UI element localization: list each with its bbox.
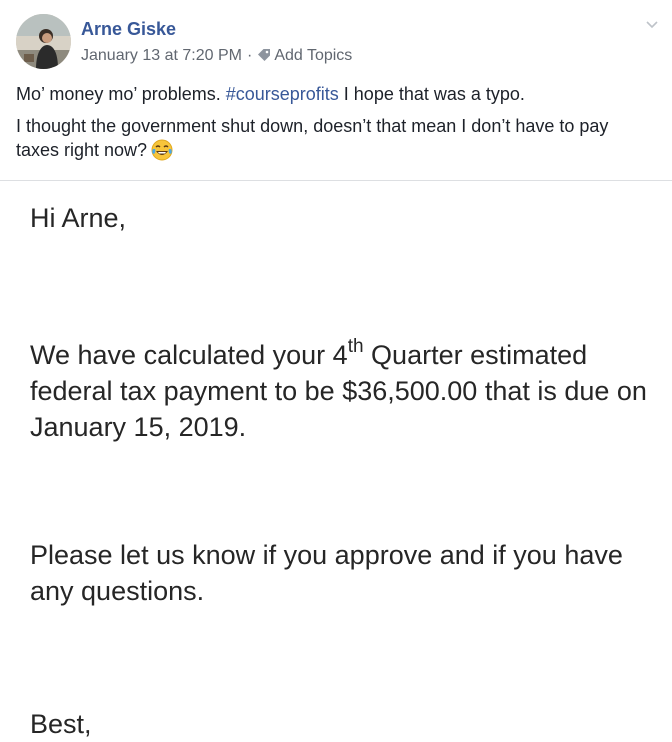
post-body	[16, 82, 656, 170]
post-line-1-start: Mo’ money mo’ problems.	[16, 84, 226, 104]
post-meta	[81, 46, 352, 66]
tag-icon	[257, 48, 271, 62]
post-header	[0, 0, 672, 80]
email-signoff: Best,	[30, 709, 92, 739]
post-line-2-text: I thought the government shut down, doesn’t that mean I don’t have to pay taxes right now?	[16, 116, 609, 160]
divider	[0, 180, 672, 181]
email-calc-part-1: We have calculated your 4	[30, 340, 348, 370]
chevron-down-icon[interactable]	[644, 16, 660, 32]
post-timestamp[interactable]: January 13 at 7:20 PM	[81, 47, 242, 64]
email-calc-part-2: Quarter estimated federal tax payment to be $36,500.00 that is due on January 15, 2019.	[30, 340, 647, 442]
email-greeting: Hi Arne,	[30, 203, 127, 233]
profile-photo-icon	[16, 14, 71, 69]
add-topics-button[interactable]	[257, 47, 352, 64]
author-name[interactable]: Arne Giske	[81, 19, 177, 39]
hashtag-link[interactable]: #courseprofits	[225, 84, 339, 104]
post-line-2	[16, 114, 656, 162]
email-approve: Please let us know if you approve and if you have any questions.	[30, 540, 623, 606]
tears-of-joy-emoji-icon	[151, 139, 173, 161]
email-calculation	[30, 337, 650, 445]
add-topics-label: Add Topics	[274, 47, 353, 64]
avatar[interactable]	[16, 14, 71, 69]
email-calc-superscript: th	[347, 336, 364, 357]
post-line-1-end: I hope that was a typo.	[338, 84, 525, 104]
post-line-1	[16, 82, 656, 106]
meta-separator: ·	[246, 47, 253, 64]
